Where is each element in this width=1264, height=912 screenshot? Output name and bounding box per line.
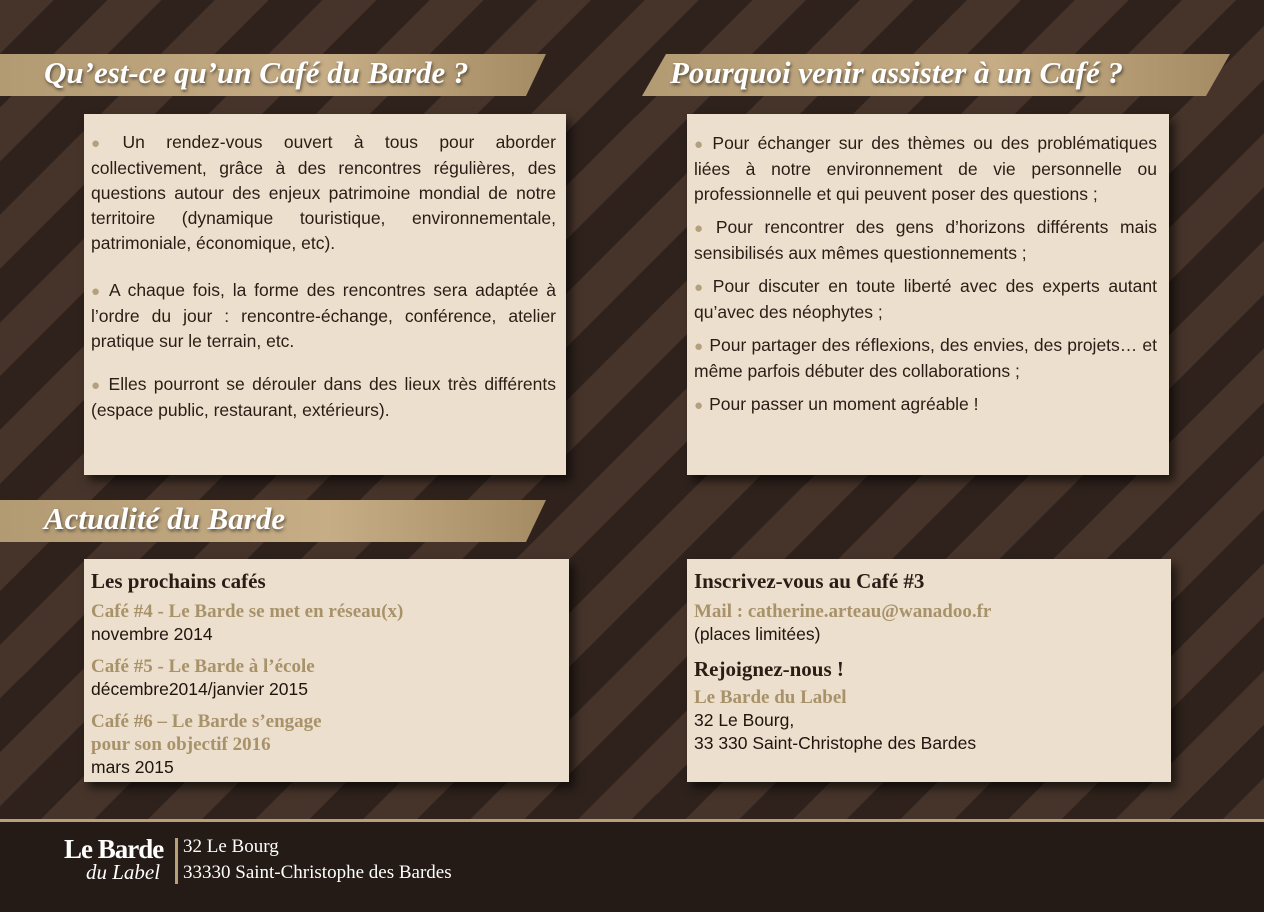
signup-card bbox=[687, 559, 1171, 782]
logo-sub-text: du Label bbox=[86, 860, 161, 884]
what-paragraph-2: ● A chaque fois, la forme des rencontres sera adaptée à l’ordre du jour : rencontre-échange, conférence, atelier pratique sur le terrain, etc. bbox=[91, 280, 556, 351]
why-card bbox=[687, 114, 1169, 475]
org-name: Le Barde du Label bbox=[694, 687, 847, 708]
bullet-icon: ● bbox=[91, 135, 117, 152]
bullet-icon: ● bbox=[694, 279, 707, 296]
bullet-icon: ● bbox=[694, 397, 704, 414]
org-address-line-1: 32 Le Bourg, bbox=[694, 710, 795, 730]
logo-main-text: Le Barde bbox=[64, 834, 164, 864]
cafe-item bbox=[91, 710, 561, 779]
section-title-news: Actualité du Barde bbox=[44, 501, 286, 536]
what-paragraph-1: ● Un rendez-vous ouvert à tous pour aborder collectivement, grâce à des rencontres régulières, des questions autour des enjeux patrimoine mondial de notre territoire (dynamique touristique, environnementale, patrimoniale, économique, etc). bbox=[91, 132, 556, 253]
cafe-title: Café #6 – Le Barde s’engage bbox=[91, 711, 322, 732]
bullet-icon: ● bbox=[694, 220, 710, 237]
why-paragraph-2: ● Pour rencontrer des gens d’horizons différents mais sensibilisés aux mêmes questionnements ; bbox=[694, 217, 1157, 263]
cafe-item bbox=[91, 600, 561, 646]
next-cafes-heading: Les prochains cafés bbox=[91, 569, 266, 593]
join-heading: Rejoignez-nous ! bbox=[694, 657, 844, 681]
signup-note: (places limitées) bbox=[694, 624, 821, 644]
org-address-line-2: 33 330 Saint-Christophe des Bardes bbox=[694, 733, 977, 753]
cafe-date: novembre 2014 bbox=[91, 624, 213, 644]
what-card bbox=[84, 114, 566, 475]
cafe-date: décembre2014/janvier 2015 bbox=[91, 679, 308, 699]
footer-address-line-2: 33330 Saint-Christophe des Bardes bbox=[183, 862, 452, 883]
cafe-title: Café #4 - Le Barde se met en réseau(x) bbox=[91, 601, 404, 622]
signup-heading: Inscrivez-vous au Café #3 bbox=[694, 569, 925, 593]
cafe-title-continued: pour son objectif 2016 bbox=[91, 734, 271, 755]
what-paragraph-3: ● Elles pourront se dérouler dans des lieux très différents (espace public, restaurant, extérieurs). bbox=[91, 374, 556, 420]
signup-mail-link[interactable]: Mail : catherine.arteau@wanadoo.fr bbox=[694, 601, 992, 622]
bullet-icon: ● bbox=[694, 136, 707, 153]
bullet-icon: ● bbox=[91, 377, 103, 394]
footer bbox=[0, 819, 1264, 912]
why-paragraph-3: ● Pour discuter en toute liberté avec des experts autant qu’avec des néophytes ; bbox=[694, 276, 1158, 322]
why-paragraph-1: ● Pour échanger sur des thèmes ou des problématiques liées à notre environnement de vie personnelle ou professionnelle et qui peuvent poser des questions ; bbox=[694, 133, 1157, 204]
section-title-what: Qu’est-ce qu’un Café du Barde ? bbox=[44, 55, 469, 90]
cafe-date: mars 2015 bbox=[91, 757, 174, 777]
cafe-item bbox=[91, 655, 561, 701]
footer-address-line-1: 32 Le Bourg bbox=[183, 836, 279, 857]
why-paragraph-5: ● Pour passer un moment agréable ! bbox=[694, 394, 979, 414]
bullet-icon: ● bbox=[91, 283, 104, 300]
bullet-icon: ● bbox=[694, 338, 704, 355]
section-title-why: Pourquoi venir assister à un Café ? bbox=[670, 55, 1124, 90]
footer-divider bbox=[175, 838, 178, 884]
next-cafes-card bbox=[84, 559, 569, 782]
why-paragraph-4: ● Pour partager des réflexions, des envies, des projets… et même parfois débuter des collaborations ; bbox=[694, 335, 1158, 381]
cafe-title: Café #5 - Le Barde à l’école bbox=[91, 656, 315, 677]
